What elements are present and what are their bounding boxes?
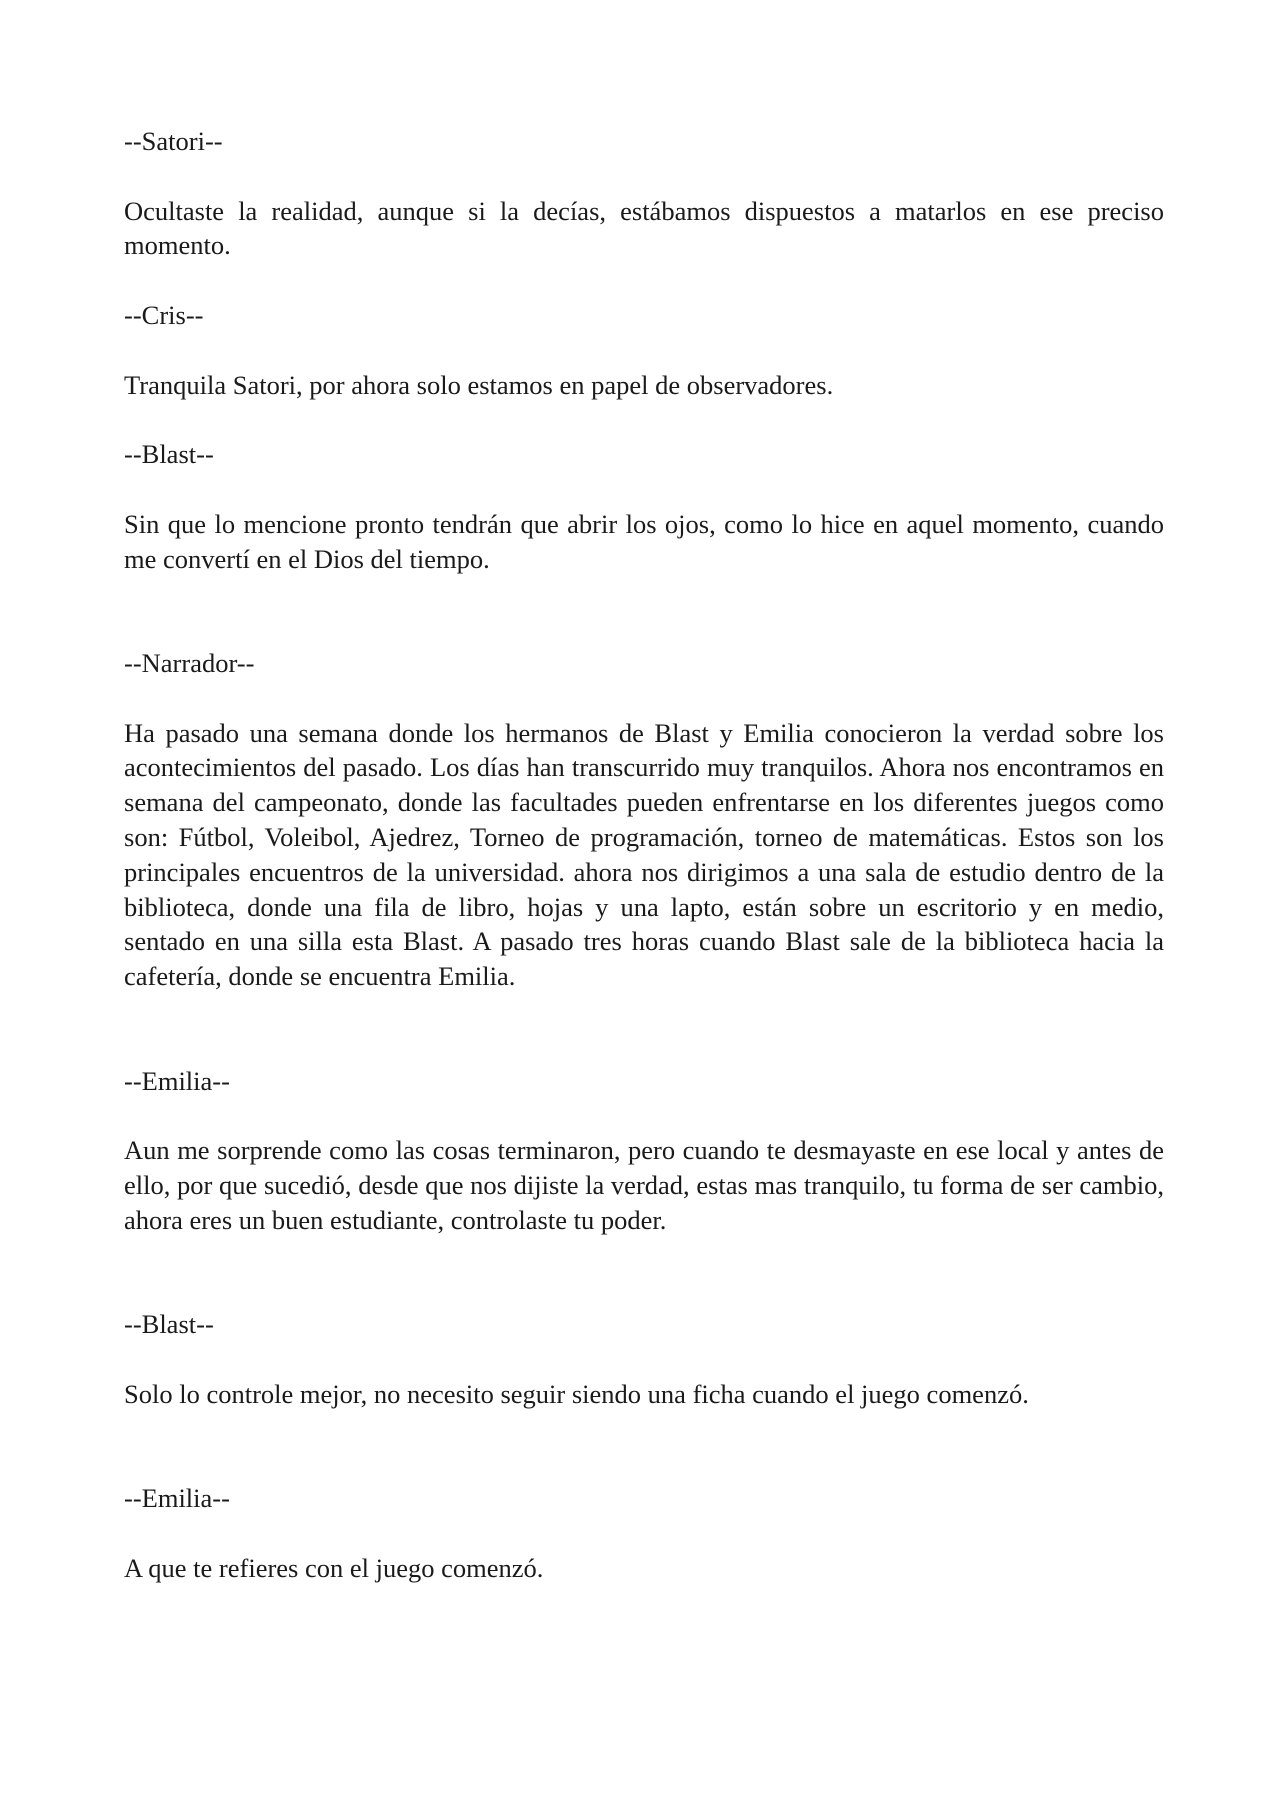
speaker-label-blast: --Blast-- [124,439,214,470]
dialogue-paragraph: Sin que lo mencione pronto tendrán que abrir los ojos, como lo hice en aquel momento, cuando me convertí en el Dios del tiempo. [124,508,1164,574]
speaker-label-emilia: --Emilia-- [124,1065,230,1096]
speaker-label-emilia: --Emilia-- [124,1483,230,1514]
speaker-label-cris: --Cris-- [124,299,204,330]
speaker-label-blast: --Blast-- [124,1309,214,1340]
dialogue-paragraph: Ocultaste la realidad, aunque si la decías, estábamos dispuestos a matarlos en ese preciso momento. [124,195,1164,261]
narration-paragraph: Ha pasado una semana donde los hermanos de Blast y Emilia conocieron la verdad sobre los acontecimientos del pasado. Los días han transcurrido muy tranquilos. Ahora nos encontramos en semana del campeonato, donde las facultades pueden enfrentarse en los diferentes juegos como son: Fútbol, Voleibol, Ajedrez, Torneo de programación, torneo de matemáticas. Estos son los principales encuentros de la universidad. ahora nos dirigimos a una sala de estudio dentro de la biblioteca, donde una fila de libro, hojas y una lapto, están sobre un escritorio y en medio, sentado en una silla esta Blast. A pasado tres horas cuando Blast sale de la biblioteca hacia la cafetería, donde se encuentra Emilia. [124,717,1164,992]
speaker-label-narrador: --Narrador-- [124,647,255,678]
document-body [124,124,1164,1585]
dialogue-paragraph: Solo lo controle mejor, no necesito seguir siendo una ficha cuando el juego comenzó. [124,1378,1029,1409]
dialogue-paragraph: Aun me sorprende como las cosas terminaron, pero cuando te desmayaste en ese local y antes de ello, por que sucedió, desde que nos dijiste la verdad, estas mas tranquilo, tu forma de ser cambio, ahora eres un buen estudiante, controlaste tu poder. [124,1135,1164,1235]
speaker-label-satori: --Satori-- [124,126,223,156]
dialogue-paragraph: Tranquila Satori, por ahora solo estamos en papel de observadores. [124,369,834,400]
dialogue-paragraph: A que te refieres con el juego comenzó. [124,1552,544,1583]
